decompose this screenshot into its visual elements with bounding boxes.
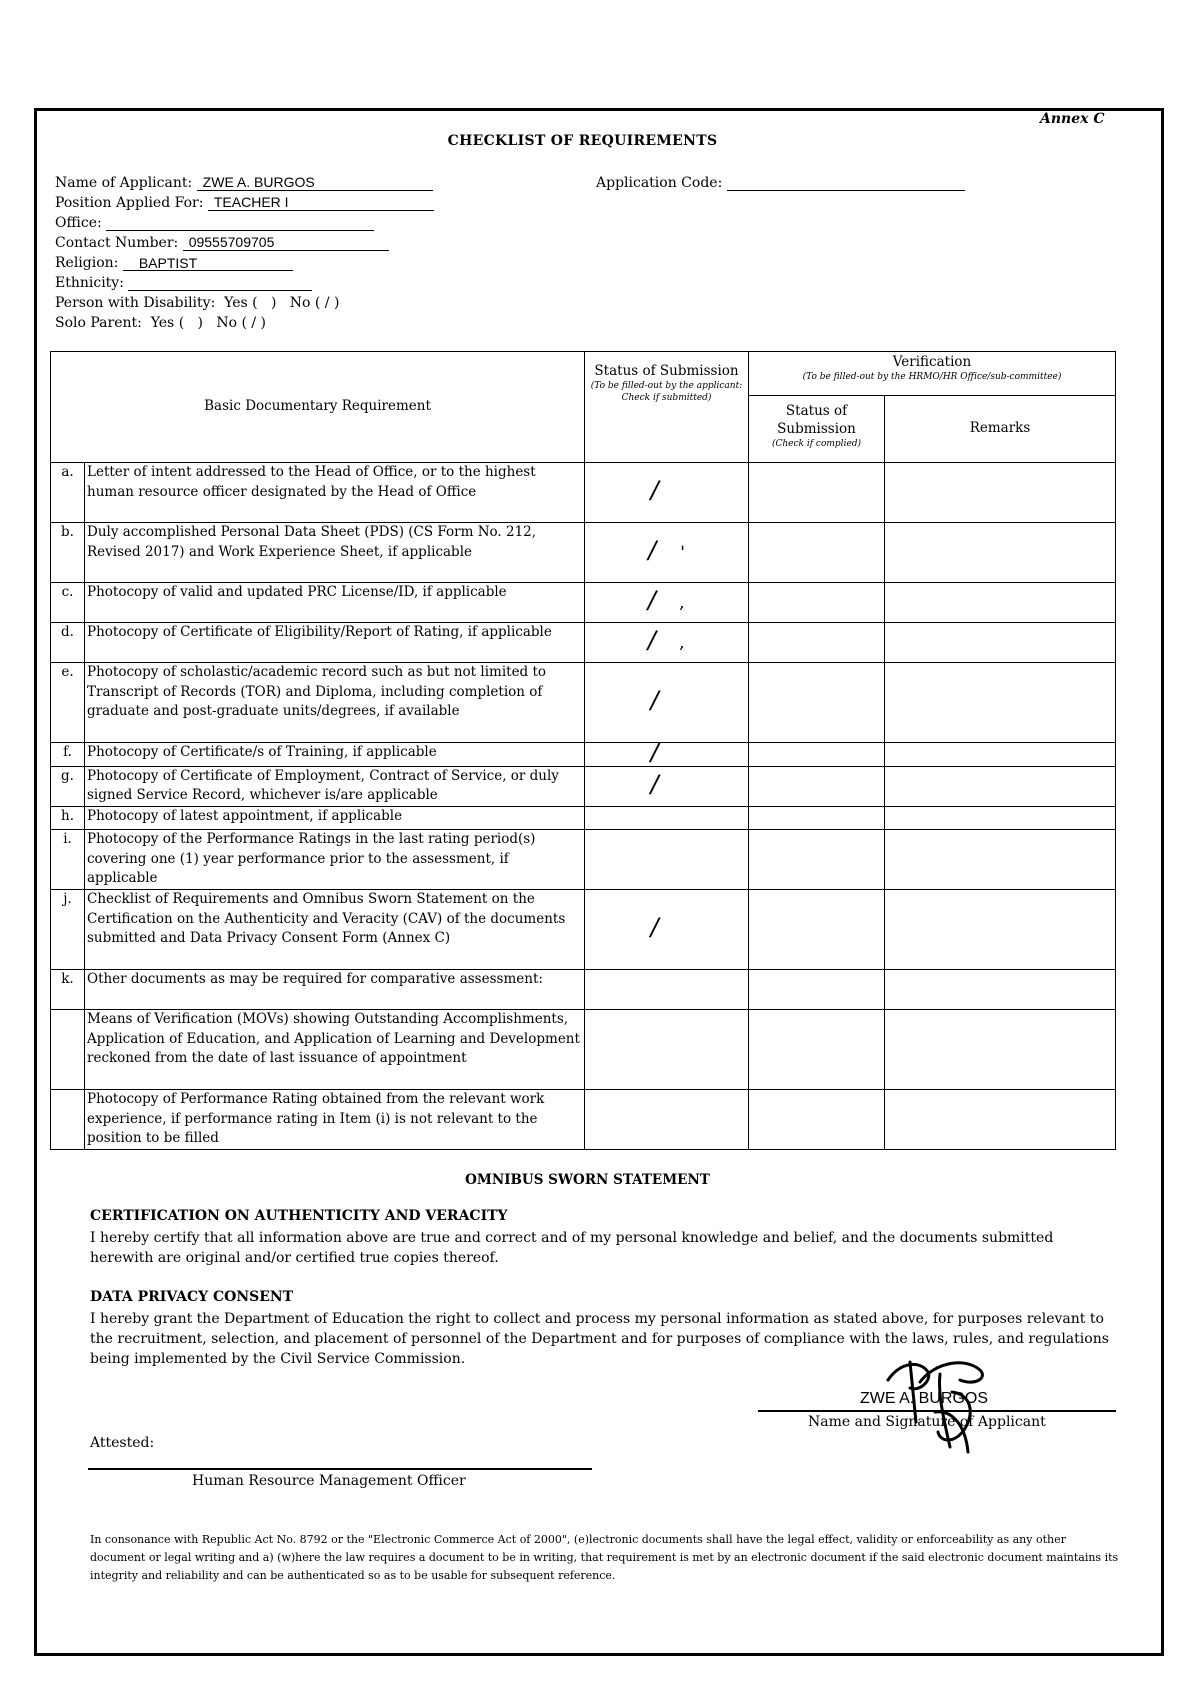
verification-status-cell[interactable] (749, 766, 885, 806)
verification-status-cell[interactable] (749, 1010, 885, 1090)
submission-status-cell[interactable] (585, 1010, 749, 1090)
verification-status-cell[interactable] (749, 583, 885, 623)
requirement-row (51, 806, 1116, 830)
verification-status-cell[interactable] (749, 463, 885, 523)
ethnicity-label: Ethnicity: (55, 275, 124, 291)
submission-stray-mark: ' (680, 543, 685, 564)
submission-status-cell[interactable] (585, 523, 749, 583)
office-field[interactable] (106, 215, 374, 231)
submission-checkmark: / (647, 586, 656, 615)
cav-heading: CERTIFICATION ON AUTHENTICITY AND VERACITY (90, 1208, 508, 1224)
verification-status-cell[interactable] (749, 663, 885, 743)
requirement-letter: e. (51, 663, 85, 743)
submission-status-cell[interactable] (585, 583, 749, 623)
remarks-cell[interactable] (885, 463, 1116, 523)
requirement-row (51, 583, 1116, 623)
verification-status-cell[interactable] (749, 623, 885, 663)
requirement-row (51, 766, 1116, 806)
requirements-table (50, 351, 1116, 1150)
remarks-cell[interactable] (885, 583, 1116, 623)
submission-status-cell[interactable] (585, 623, 749, 663)
requirement-row (51, 830, 1116, 890)
pwd-line[interactable]: Person with Disability: Yes ( ) No ( / ) (55, 295, 340, 311)
application-code-field[interactable] (727, 175, 965, 191)
requirement-text: Letter of intent addressed to the Head of Office, or to the highest human resource officer designated by the Head of Office (85, 463, 585, 523)
remarks-cell[interactable] (885, 1010, 1116, 1090)
requirement-row (51, 970, 1116, 1010)
requirement-letter: g. (51, 766, 85, 806)
signature-caption: Name and Signature of Applicant (808, 1414, 1046, 1430)
requirement-text: Photocopy of the Performance Ratings in the last rating period(s) covering one (1) year performance prior to the assessment, if applicable (85, 830, 585, 890)
submission-stray-mark: , (679, 633, 686, 654)
submission-checkmark: / (650, 686, 659, 715)
requirement-text: Photocopy of scholastic/academic record such as but not limited to Transcript of Records (TOR) and Diploma, including completion of graduate and post-graduate units/degrees, if available (85, 663, 585, 743)
applicant-name-row (55, 175, 433, 191)
requirement-letter: j. (51, 890, 85, 970)
religion-field[interactable]: BAPTIST (123, 256, 293, 271)
attested-label: Attested: (90, 1435, 155, 1451)
requirement-text: Means of Verification (MOVs) showing Outstanding Accomplishments, Application of Education, and Application of Learning and Development reckoned from the date of last issuance of appointment (85, 1010, 585, 1090)
requirement-letter: c. (51, 583, 85, 623)
requirement-row (51, 463, 1116, 523)
ethnicity-row (55, 275, 312, 291)
submission-stray-mark: , (679, 593, 686, 614)
submission-status-cell[interactable] (585, 463, 749, 523)
omnibus-title: OMNIBUS SWORN STATEMENT (465, 1172, 710, 1188)
requirement-letter: d. (51, 623, 85, 663)
solo-parent-line[interactable]: Solo Parent: Yes ( ) No ( / ) (55, 315, 266, 331)
submission-status-cell[interactable] (585, 1090, 749, 1150)
remarks-cell[interactable] (885, 1090, 1116, 1150)
header-basic-requirement: Basic Documentary Requirement (51, 352, 585, 463)
requirement-row (51, 890, 1116, 970)
requirement-row (51, 1010, 1116, 1090)
hrmo-signature-line[interactable] (88, 1468, 592, 1470)
submission-status-cell[interactable] (585, 890, 749, 970)
privacy-text: I hereby grant the Department of Education the right to collect and process my personal information as stated above, for purposes relevant to the recruitment, selection, and placement of personnel of the Department and for purposes of compliance with the laws, rules, and regulations being implemented by the Civil Service Commission. (90, 1311, 1109, 1367)
requirement-letter: i. (51, 830, 85, 890)
submission-status-cell[interactable] (585, 806, 749, 830)
position-field[interactable]: TEACHER I (208, 195, 434, 211)
contact-row (55, 235, 389, 251)
legal-footnote: In consonance with Republic Act No. 8792 or the "Electronic Commerce Act of 2000", (e)lectronic documents shall have the legal effect, validity or enforceability as any other document or legal writing and a) (w)here the law requires a document to be in writing, that requirement is met by an electronic document if the said electronic document maintains its integrity and reliability and can be authenticated so as to be usable for subsequent reference. (90, 1533, 1119, 1582)
header-verification (749, 352, 1116, 396)
remarks-cell[interactable] (885, 743, 1116, 767)
requirement-text: Photocopy of Certificate of Eligibility/Report of Rating, if applicable (85, 623, 585, 663)
header-verification-note: (To be filled-out by the HRMO/HR Office/sub-committee) (802, 372, 1062, 382)
submission-checkmark: / (647, 626, 656, 655)
application-code-label: Application Code: (596, 175, 723, 191)
requirement-text: Checklist of Requirements and Omnibus Sworn Statement on the Certification on the Authenticity and Veracity (CAV) of the documents submitted and Data Privacy Consent Form (Annex C) (85, 890, 585, 970)
verification-status-cell[interactable] (749, 970, 885, 1010)
header-verification-label: Verification (892, 354, 972, 370)
annex-label: Annex C (1040, 111, 1105, 127)
applicant-name-field[interactable]: ZWE A. BURGOS (197, 175, 433, 191)
requirement-text: Photocopy of Performance Rating obtained from the relevant work experience, if performance rating in Item (i) is not relevant to the position to be filled (85, 1090, 585, 1150)
privacy-heading: DATA PRIVACY CONSENT (90, 1289, 294, 1305)
requirement-letter: h. (51, 806, 85, 830)
requirement-row (51, 623, 1116, 663)
signature-line (758, 1410, 1116, 1412)
religion-label: Religion: (55, 255, 119, 271)
submission-checkmark: / (648, 536, 657, 565)
requirement-letter: b. (51, 523, 85, 583)
requirement-text: Duly accomplished Personal Data Sheet (PDS) (CS Form No. 212, Revised 2017) and Work Experience Sheet, if applicable (85, 523, 585, 583)
verification-status-cell[interactable] (749, 523, 885, 583)
position-label: Position Applied For: (55, 195, 204, 211)
requirement-text: Photocopy of Certificate of Employment, Contract of Service, or duly signed Service Record, whichever is/are applicable (85, 766, 585, 806)
submission-status-cell[interactable] (585, 970, 749, 1010)
requirement-letter (51, 1010, 85, 1090)
header-status-note: (To be filled-out by the applicant: Check if submitted) (590, 381, 743, 403)
remarks-cell[interactable] (885, 806, 1116, 830)
verification-status-cell[interactable] (749, 1090, 885, 1150)
contact-label: Contact Number: (55, 235, 179, 251)
verification-status-cell[interactable] (749, 806, 885, 830)
applicant-name-label: Name of Applicant: (55, 175, 193, 191)
application-code-row (596, 175, 965, 191)
requirement-row (51, 523, 1116, 583)
applicant-signature-image (880, 1352, 992, 1472)
requirement-letter: a. (51, 463, 85, 523)
submission-status-cell[interactable] (585, 663, 749, 743)
submission-checkmark: / (650, 769, 659, 798)
submission-status-cell[interactable] (585, 738, 749, 767)
verification-status-cell[interactable] (749, 830, 885, 890)
requirement-text: Other documents as may be required for comparative assessment: (85, 970, 585, 1010)
verification-status-cell[interactable] (749, 743, 885, 767)
submission-status-cell[interactable] (585, 766, 749, 806)
requirement-row (51, 743, 1116, 767)
remarks-cell[interactable] (885, 970, 1116, 1010)
office-label: Office: (55, 215, 102, 231)
requirement-letter (51, 1090, 85, 1150)
header-status-of-submission (585, 352, 749, 463)
hrmo-caption: Human Resource Management Officer (192, 1473, 466, 1489)
contact-field[interactable]: 09555709705 (183, 235, 389, 251)
header-status-label: Status of Submission (594, 363, 739, 379)
applicant-printed-name: ZWE A. BURGOS (860, 1390, 989, 1407)
requirement-row (51, 663, 1116, 743)
remarks-cell[interactable] (885, 523, 1116, 583)
requirement-text: Photocopy of latest appointment, if applicable (85, 806, 585, 830)
submission-status-cell[interactable] (585, 830, 749, 890)
remarks-cell[interactable] (885, 766, 1116, 806)
requirement-letter: k. (51, 970, 85, 1010)
remarks-cell[interactable] (885, 623, 1116, 663)
requirement-letter: f. (51, 743, 85, 767)
header-vstatus-note: (Check if complied) (771, 439, 862, 449)
remarks-cell[interactable] (885, 890, 1116, 970)
religion-row (55, 255, 293, 271)
page-title: CHECKLIST OF REQUIREMENTS (447, 133, 718, 149)
header-vstatus-label: Status of Submission (777, 403, 856, 437)
header-verification-status (749, 396, 885, 463)
verification-status-cell[interactable] (749, 890, 885, 970)
requirement-text: Photocopy of valid and updated PRC License/ID, if applicable (85, 583, 585, 623)
ethnicity-field[interactable] (128, 275, 312, 291)
requirement-text: Photocopy of Certificate/s of Training, if applicable (85, 743, 585, 767)
header-remarks: Remarks (885, 396, 1116, 463)
cav-text: I hereby certify that all information above are true and correct and of my personal knowledge and belief, and the documents submitted herewith are original and/or certified true copies thereof. (90, 1230, 1054, 1266)
requirement-row (51, 1090, 1116, 1150)
remarks-cell[interactable] (885, 830, 1116, 890)
submission-checkmark: / (650, 913, 659, 942)
office-row (55, 215, 374, 231)
position-row (55, 195, 434, 211)
remarks-cell[interactable] (885, 663, 1116, 743)
submission-checkmark: / (650, 738, 659, 766)
submission-checkmark: / (650, 476, 659, 505)
